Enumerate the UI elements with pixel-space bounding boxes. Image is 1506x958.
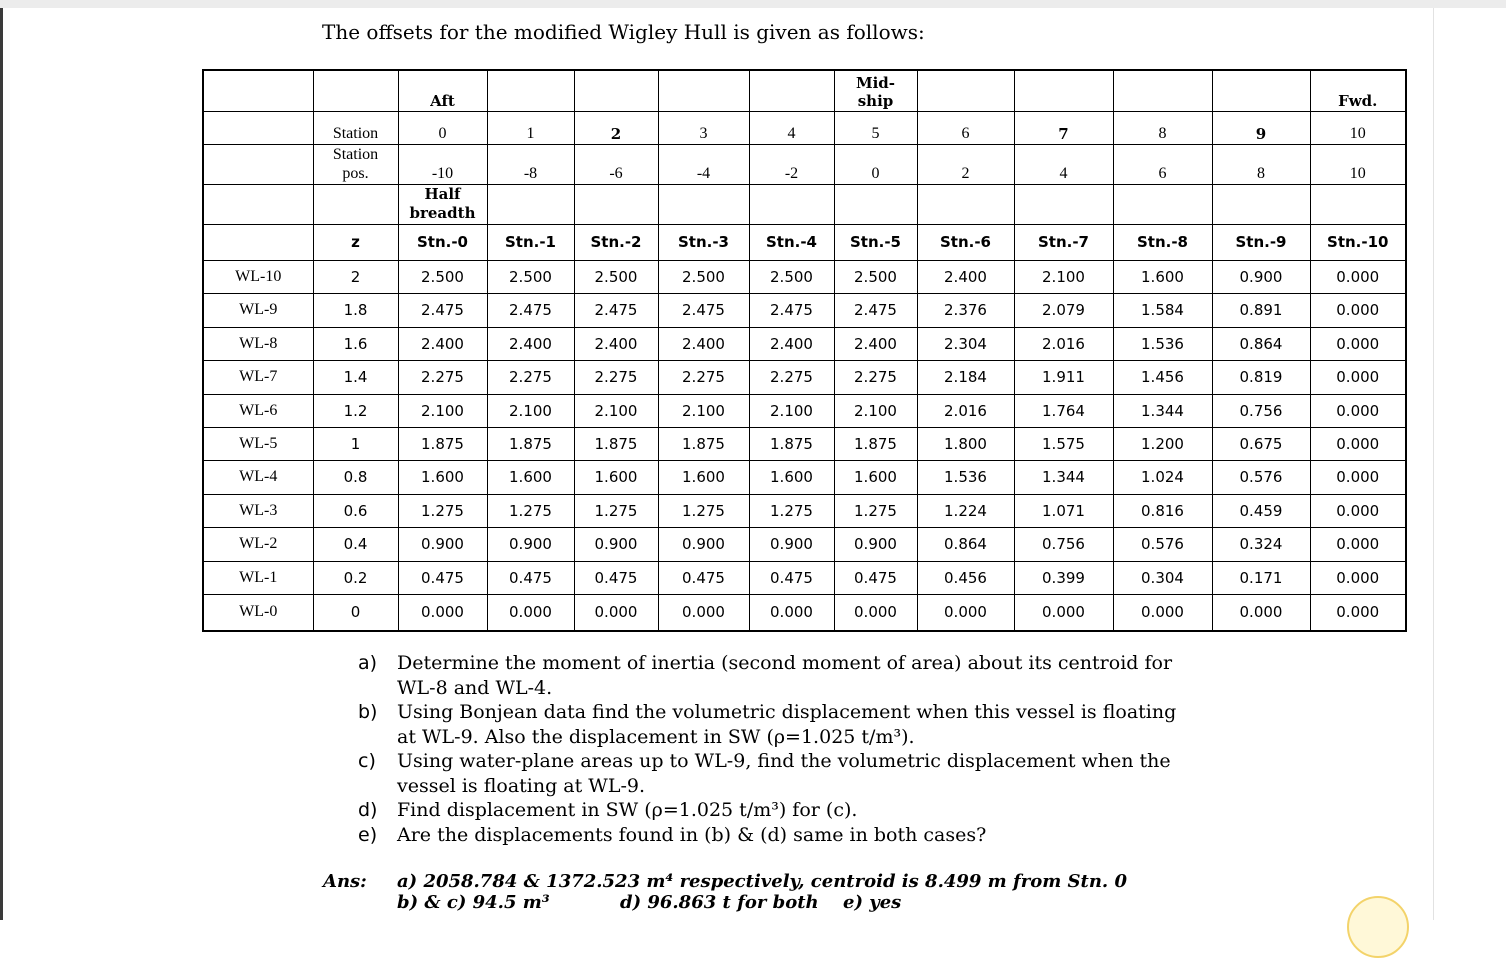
answer-e: e) yes [843,892,902,913]
answer-bc: b) & c) 94.5 m³ [397,892,550,913]
half-breadth-value: 0.756 [1014,527,1113,561]
waterline-label: WL-1 [203,561,313,594]
half-breadth-value: 2.400 [749,327,834,360]
half-breadth-value: 2.275 [574,360,658,394]
table-row [203,460,1406,494]
stn-header: Stn.-10 [1310,224,1406,260]
half-breadth-value: 1.600 [834,460,917,494]
aft-label: Aft [398,70,487,111]
z-value: 0.4 [313,527,398,561]
half-breadth-value: 2.500 [749,260,834,293]
station-number: 9 [1212,111,1310,144]
question-text: Are the displacements found in (b) & (d) same in both cases? [397,823,987,846]
half-breadth-value: 0.900 [398,527,487,561]
half-breadth-value: 0.900 [1212,260,1310,293]
half-breadth-value: 2.475 [487,293,574,327]
offsets-table [202,69,1407,632]
stn-header: Stn.-1 [487,224,574,260]
stn-header: Stn.-3 [658,224,749,260]
half-breadth-value: 0.000 [834,594,917,631]
z-value: 1.4 [313,360,398,394]
waterline-label: WL-7 [203,360,313,394]
station-position: -10 [398,144,487,184]
half-breadth-value: 0.304 [1113,561,1212,594]
z-value: 1.6 [313,327,398,360]
half-breadth-value: 0.000 [1212,594,1310,631]
table-row [203,260,1406,293]
table-row [203,594,1406,631]
half-breadth-value: 1.275 [749,494,834,527]
half-breadth-value: 2.500 [658,260,749,293]
station-position: 10 [1310,144,1406,184]
half-breadth-value: 2.475 [749,293,834,327]
half-breadth-value: 0.000 [1113,594,1212,631]
question-text: Using Bonjean data find the volumetric displacement when this vessel is floating at WL-9. Also the displacement in SW (ρ=1.025 t/m³). [397,701,1177,748]
questions-list [358,651,1188,847]
z-value: 0.8 [313,460,398,494]
station-number: 5 [834,111,917,144]
stn-header: Stn.-8 [1113,224,1212,260]
half-breadth-value: 0.000 [1310,460,1406,494]
half-breadth-value: 2.400 [398,327,487,360]
z-value: 0.2 [313,561,398,594]
half-breadth-value: 1.024 [1113,460,1212,494]
z-value: 1 [313,427,398,460]
header-row [203,70,1406,111]
fwd-label: Fwd. [1310,70,1406,111]
half-breadth-value: 0.576 [1113,527,1212,561]
half-breadth-value: 0.475 [487,561,574,594]
half-breadth-value: 0.324 [1212,527,1310,561]
station-position: 4 [1014,144,1113,184]
half-breadth-value: 1.600 [1113,260,1212,293]
station-position: -6 [574,144,658,184]
half-breadth-value: 0.756 [1212,394,1310,427]
half-breadth-value: 0.000 [1310,561,1406,594]
waterline-label: WL-8 [203,327,313,360]
half-breadth-value: 1.536 [1113,327,1212,360]
half-breadth-value: 1.275 [574,494,658,527]
waterline-label: WL-6 [203,394,313,427]
half-breadth-value: 0.000 [1310,360,1406,394]
half-breadth-value: 1.536 [917,460,1014,494]
half-breadth-value: 0.475 [834,561,917,594]
half-breadth-value: 0.900 [834,527,917,561]
half-breadth-value: 0.399 [1014,561,1113,594]
half-breadth-value: 2.100 [398,394,487,427]
question-text: Find displacement in SW (ρ=1.025 t/m³) for (c). [397,799,858,821]
half-breadth-value: 2.304 [917,327,1014,360]
stn-header: Stn.-2 [574,224,658,260]
stn-header: Stn.-9 [1212,224,1310,260]
left-window-edge [0,8,3,920]
half-breadth-value: 1.071 [1014,494,1113,527]
waterline-label: WL-4 [203,460,313,494]
station-number: 0 [398,111,487,144]
half-breadth-value: 2.400 [487,327,574,360]
half-breadth-value: 1.875 [749,427,834,460]
half-breadth-value: 2.275 [658,360,749,394]
half-breadth-value: 0.000 [1310,594,1406,631]
waterline-label: WL-5 [203,427,313,460]
midship-label: Mid- ship [834,70,917,111]
intro-text: The offsets for the modified Wigley Hull is given as follows: [322,20,925,44]
half-breadth-value: 0.864 [917,527,1014,561]
half-breadth-value: 1.456 [1113,360,1212,394]
half-breadth-value: 2.275 [749,360,834,394]
question-letter: d) [358,799,378,821]
station-label: Station [313,111,398,144]
half-breadth-value: 0.891 [1212,293,1310,327]
question-letter: a) [358,652,378,674]
half-breadth-value: 0.900 [487,527,574,561]
half-breadth-value: 2.100 [749,394,834,427]
question-item [358,749,1188,798]
table-row [203,327,1406,360]
half-breadth-value: 2.475 [398,293,487,327]
half-breadth-value: 1.584 [1113,293,1212,327]
station-number: 2 [574,111,658,144]
stn-header: Stn.-5 [834,224,917,260]
waterline-label: WL-0 [203,594,313,631]
half-breadth-value: 1.875 [658,427,749,460]
half-breadth-value: 0.000 [487,594,574,631]
half-breadth-value: 0.000 [1310,494,1406,527]
half-breadth-value: 0.000 [398,594,487,631]
answer-line-1: a) 2058.784 & 1372.523 m⁴ respectively, centroid is 8.499 m from Stn. 0 [397,871,1127,892]
half-breadth-value: 1.800 [917,427,1014,460]
half-breadth-value: 2.400 [834,327,917,360]
station-position: -4 [658,144,749,184]
half-breadth-value: 2.475 [658,293,749,327]
station-number: 3 [658,111,749,144]
half-breadth-value: 1.200 [1113,427,1212,460]
half-breadth-value: 2.400 [658,327,749,360]
z-value: 2 [313,260,398,293]
z-label: z [313,224,398,260]
z-value: 0 [313,594,398,631]
half-breadth-value: 0.900 [749,527,834,561]
question-item [358,823,1188,848]
half-breadth-value: 0.475 [398,561,487,594]
half-breadth-value: 2.500 [834,260,917,293]
half-breadth-value: 1.275 [834,494,917,527]
half-breadth-value: 0.000 [1310,260,1406,293]
half-breadth-value: 0.475 [749,561,834,594]
half-breadth-value: 2.475 [834,293,917,327]
question-item [358,651,1188,700]
half-breadth-value: 2.275 [487,360,574,394]
station-row [203,111,1406,144]
half-breadth-value: 2.100 [574,394,658,427]
half-breadth-value: 0.000 [917,594,1014,631]
cursor-highlight [1347,896,1409,958]
question-item [358,700,1188,749]
stn-header: Stn.-4 [749,224,834,260]
half-breadth-value: 2.100 [1014,260,1113,293]
table-row [203,561,1406,594]
half-breadth-value: 1.764 [1014,394,1113,427]
station-pos-row [203,144,1406,184]
half-breadth-value: 0.171 [1212,561,1310,594]
half-breadth-value: 1.875 [487,427,574,460]
half-breadth-value: 1.875 [574,427,658,460]
table-row [203,394,1406,427]
half-breadth-value: 2.100 [658,394,749,427]
half-breadth-value: 2.376 [917,293,1014,327]
waterline-label: WL-2 [203,527,313,561]
half-breadth-value: 1.344 [1014,460,1113,494]
page-right-margin [1433,8,1434,920]
half-breadth-value: 2.184 [917,360,1014,394]
half-breadth-value: 0.576 [1212,460,1310,494]
stn-header-row [203,224,1406,260]
half-breadth-value: 2.275 [398,360,487,394]
stn-header: Stn.-7 [1014,224,1113,260]
table-row [203,494,1406,527]
half-breadth-value: 0.000 [749,594,834,631]
station-number: 4 [749,111,834,144]
station-position: 0 [834,144,917,184]
station-position: 2 [917,144,1014,184]
question-letter: b) [358,701,378,723]
half-breadth-value: 1.600 [658,460,749,494]
half-breadth-value: 1.600 [398,460,487,494]
question-letter: c) [358,750,376,772]
half-breadth-label: Half breadth [398,184,487,224]
station-position: -8 [487,144,574,184]
station-pos-label: Station pos. [313,144,398,184]
station-number: 10 [1310,111,1406,144]
z-value: 1.2 [313,394,398,427]
table-row [203,360,1406,394]
half-breadth-value: 2.016 [1014,327,1113,360]
half-breadth-value: 2.400 [917,260,1014,293]
question-text: Using water-plane areas up to WL-9, find the volumetric displacement when the vessel is floating at WL-9. [397,750,1171,797]
waterline-label: WL-9 [203,293,313,327]
blank-cell [313,70,398,111]
half-breadth-value: 0.900 [658,527,749,561]
station-number: 6 [917,111,1014,144]
half-breadth-value: 2.275 [834,360,917,394]
half-breadth-value: 0.000 [1310,427,1406,460]
half-breadth-value: 1.600 [487,460,574,494]
half-breadth-value: 2.475 [574,293,658,327]
stn-header: Stn.-0 [398,224,487,260]
half-breadth-value: 2.500 [487,260,574,293]
top-toolbar-strip [0,0,1506,8]
half-breadth-value: 0.475 [658,561,749,594]
half-breadth-value: 1.224 [917,494,1014,527]
half-breadth-value: 2.016 [917,394,1014,427]
half-breadth-value: 0.000 [1310,293,1406,327]
half-breadth-row [203,184,1406,224]
answer-d: d) 96.863 t for both [620,892,819,913]
half-breadth-value: 0.000 [1014,594,1113,631]
half-breadth-value: 1.275 [487,494,574,527]
half-breadth-value: 0.900 [574,527,658,561]
half-breadth-value: 1.875 [834,427,917,460]
stn-header: Stn.-6 [917,224,1014,260]
half-breadth-value: 0.000 [1310,327,1406,360]
half-breadth-value: 0.864 [1212,327,1310,360]
half-breadth-value: 2.100 [487,394,574,427]
half-breadth-value: 1.875 [398,427,487,460]
half-breadth-value: 0.456 [917,561,1014,594]
waterline-label: WL-10 [203,260,313,293]
table-row [203,427,1406,460]
station-position: 8 [1212,144,1310,184]
table-row [203,527,1406,561]
answers-label: Ans: [323,871,367,892]
station-position: 6 [1113,144,1212,184]
half-breadth-value: 0.459 [1212,494,1310,527]
z-value: 0.6 [313,494,398,527]
question-item [358,798,1188,823]
half-breadth-value: 1.911 [1014,360,1113,394]
half-breadth-value: 2.400 [574,327,658,360]
half-breadth-value: 0.000 [1310,394,1406,427]
station-position: -2 [749,144,834,184]
half-breadth-value: 0.675 [1212,427,1310,460]
station-number: 7 [1014,111,1113,144]
question-letter: e) [358,823,378,846]
half-breadth-value: 2.079 [1014,293,1113,327]
half-breadth-value: 0.475 [574,561,658,594]
half-breadth-value: 0.819 [1212,360,1310,394]
half-breadth-value: 1.575 [1014,427,1113,460]
half-breadth-value: 1.600 [749,460,834,494]
half-breadth-value: 0.816 [1113,494,1212,527]
station-number: 1 [487,111,574,144]
half-breadth-value: 0.000 [1310,527,1406,561]
half-breadth-value: 2.500 [574,260,658,293]
half-breadth-value: 0.000 [658,594,749,631]
half-breadth-value: 1.275 [658,494,749,527]
half-breadth-value: 2.500 [398,260,487,293]
station-number: 8 [1113,111,1212,144]
waterline-label: WL-3 [203,494,313,527]
half-breadth-value: 0.000 [574,594,658,631]
question-text: Determine the moment of inertia (second moment of area) about its centroid for WL-8 and WL-4. [397,652,1173,699]
blank-cell [203,70,313,111]
half-breadth-value: 1.344 [1113,394,1212,427]
table-row [203,293,1406,327]
half-breadth-value: 1.600 [574,460,658,494]
half-breadth-value: 1.275 [398,494,487,527]
z-value: 1.8 [313,293,398,327]
half-breadth-value: 2.100 [834,394,917,427]
